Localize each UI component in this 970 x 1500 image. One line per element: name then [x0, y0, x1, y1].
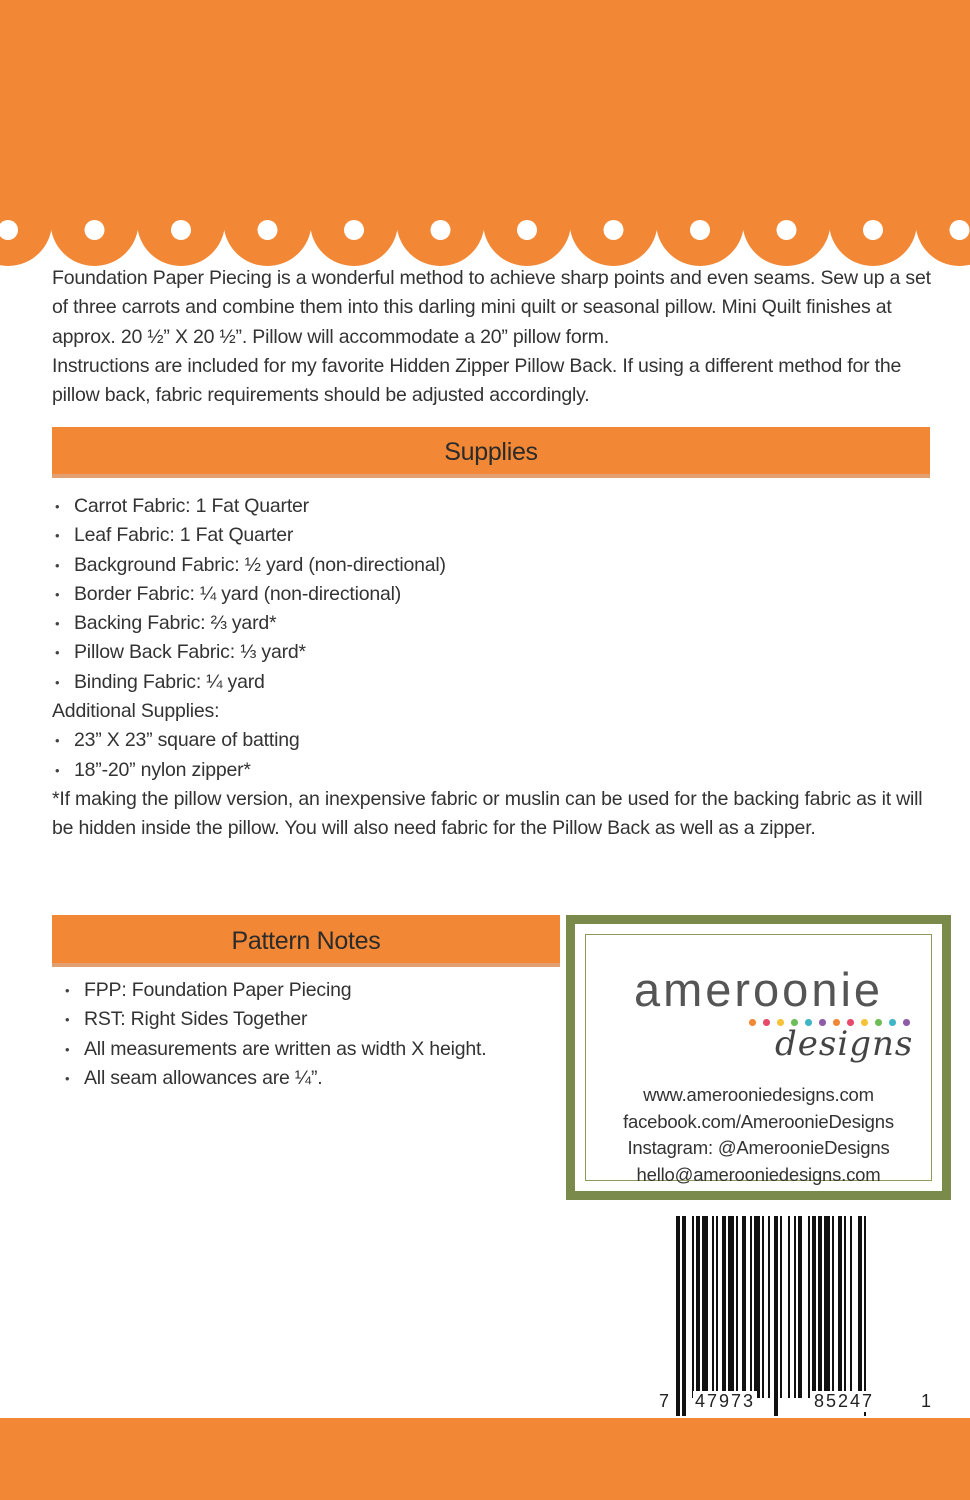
barcode-bar: [818, 1216, 822, 1398]
list-item: • All seam allowances are ¼”.: [62, 1064, 560, 1093]
footnote-line: *If making the pillow version, an inexpensive fabric or muslin can be used for the backing fabric as it will: [52, 787, 923, 810]
list-item: • Background Fabric: ½ yard (non-directional): [52, 551, 932, 580]
barcode-bar: [728, 1216, 734, 1398]
brand-contact: [575, 1082, 942, 1188]
barcode-bar: [794, 1216, 796, 1398]
barcode-bar: [824, 1216, 830, 1398]
barcode-bar: [696, 1216, 700, 1398]
scallop-dot: [604, 220, 624, 240]
facebook-link[interactable]: facebook.com/AmeroonieDesigns: [623, 1110, 894, 1132]
intro-paragraph: [52, 264, 932, 410]
barcode-bar: [864, 1216, 866, 1416]
barcode-bar: [722, 1216, 726, 1398]
barcode-bar: [808, 1216, 810, 1398]
barcode-bar: [798, 1216, 802, 1398]
list-item: • FPP: Foundation Paper Piecing: [62, 976, 560, 1005]
barcode-bar: [716, 1216, 718, 1398]
barcode-bar: [844, 1216, 846, 1398]
barcode-digits-right: 85247: [814, 1391, 875, 1411]
footnote-line: be hidden inside the pillow. You will also need fabric for the Pillow Back as well as a zipper.: [52, 817, 816, 840]
website-link[interactable]: www.amerooniedesigns.com: [643, 1084, 874, 1105]
barcode-bar: [692, 1216, 694, 1398]
additional-supplies-list: [52, 726, 932, 785]
scallop-dot: [431, 220, 451, 240]
list-item: • Leaf Fabric: 1 Fat Quarter: [52, 521, 932, 550]
list-item: • Backing Fabric: ⅔ yard*: [52, 609, 932, 638]
barcode-bar: [754, 1216, 760, 1398]
logo-dot: [763, 1019, 770, 1026]
list-item: • RST: Right Sides Together: [62, 1005, 560, 1034]
supplies-list: [52, 492, 932, 697]
supplies-section: [52, 492, 932, 844]
top-scallop-band: [0, 0, 970, 268]
scallop-dot: [85, 220, 105, 240]
list-item: • All measurements are written as width X height.: [62, 1035, 560, 1064]
list-item: • 23” X 23” square of batting: [52, 726, 932, 755]
barcode-bar: [712, 1216, 714, 1398]
barcode-bar: [702, 1216, 708, 1398]
barcode-bar: [774, 1216, 778, 1416]
scallop-border: [0, 0, 970, 268]
barcode-bar: [838, 1216, 842, 1398]
list-item: • Carrot Fabric: 1 Fat Quarter: [52, 492, 932, 521]
instagram-link[interactable]: Instagram: @AmeroonieDesigns: [627, 1137, 890, 1158]
scallop-dot: [344, 220, 364, 240]
barcode-bar: [750, 1216, 752, 1398]
list-item: • Binding Fabric: ¼ yard: [52, 668, 932, 697]
scallop-dot: [258, 220, 278, 240]
intro-line: Foundation Paper Piecing is a wonderful method to achieve sharp points and even seams. Sew up a set: [52, 267, 931, 289]
barcode-bar: [788, 1216, 790, 1398]
brand-logo-sub: designs: [775, 1024, 914, 1064]
barcode-bar: [762, 1216, 764, 1398]
pattern-notes-section: [62, 976, 560, 1093]
barcode-bar: [676, 1216, 680, 1416]
scallop-dot: [777, 220, 797, 240]
scallop-dot: [950, 220, 970, 240]
additional-supplies-heading: Additional Supplies:: [52, 700, 220, 723]
barcode-bar: [736, 1216, 738, 1398]
barcode-digit-last: 1: [921, 1391, 932, 1411]
barcode-bar: [742, 1216, 746, 1398]
list-item: • Pillow Back Fabric: ⅓ yard*: [52, 638, 932, 667]
barcode-bar: [858, 1216, 862, 1398]
bottom-band: [0, 1418, 970, 1500]
pattern-notes-list: [62, 976, 560, 1093]
barcode: [658, 1216, 938, 1416]
barcode-bar: [768, 1216, 770, 1398]
scallop-dot: [517, 220, 537, 240]
barcode-digit-first: 7: [659, 1391, 670, 1411]
logo-dot: [749, 1019, 756, 1026]
scallop-dot: [690, 220, 710, 240]
brand-box: [566, 915, 951, 1200]
barcode-bar: [812, 1216, 816, 1398]
intro-line: of three carrots and combine them into this darling mini quilt or seasonal pillow. Mini Quilt finishes at: [52, 296, 892, 319]
scallop-dot: [863, 220, 883, 240]
intro-line: Instructions are included for my favorite Hidden Zipper Pillow Back. If using a different method for the: [52, 354, 902, 377]
barcode-bar: [682, 1216, 686, 1416]
barcode-digits-left: 47973: [695, 1391, 756, 1411]
pattern-notes-heading: Pattern Notes: [52, 915, 560, 967]
brand-logo-word: ameroonie: [633, 963, 884, 1016]
barcode-bar: [832, 1216, 834, 1398]
intro-line: pillow back, fabric requirements should be adjusted accordingly.: [52, 384, 590, 407]
list-item: • Border Fabric: ¼ yard (non-directional): [52, 580, 932, 609]
scallop-dot: [171, 220, 191, 240]
barcode-bar: [780, 1216, 782, 1398]
intro-line: approx. 20 ½” X 20 ½”. Pillow will accommodate a 20” pillow form.: [52, 325, 610, 348]
email-link[interactable]: hello@amerooniedesigns.com: [636, 1163, 881, 1185]
barcode-bar: [850, 1216, 852, 1398]
list-item: • 18”-20” nylon zipper*: [52, 756, 932, 785]
supplies-heading: Supplies: [52, 427, 930, 478]
